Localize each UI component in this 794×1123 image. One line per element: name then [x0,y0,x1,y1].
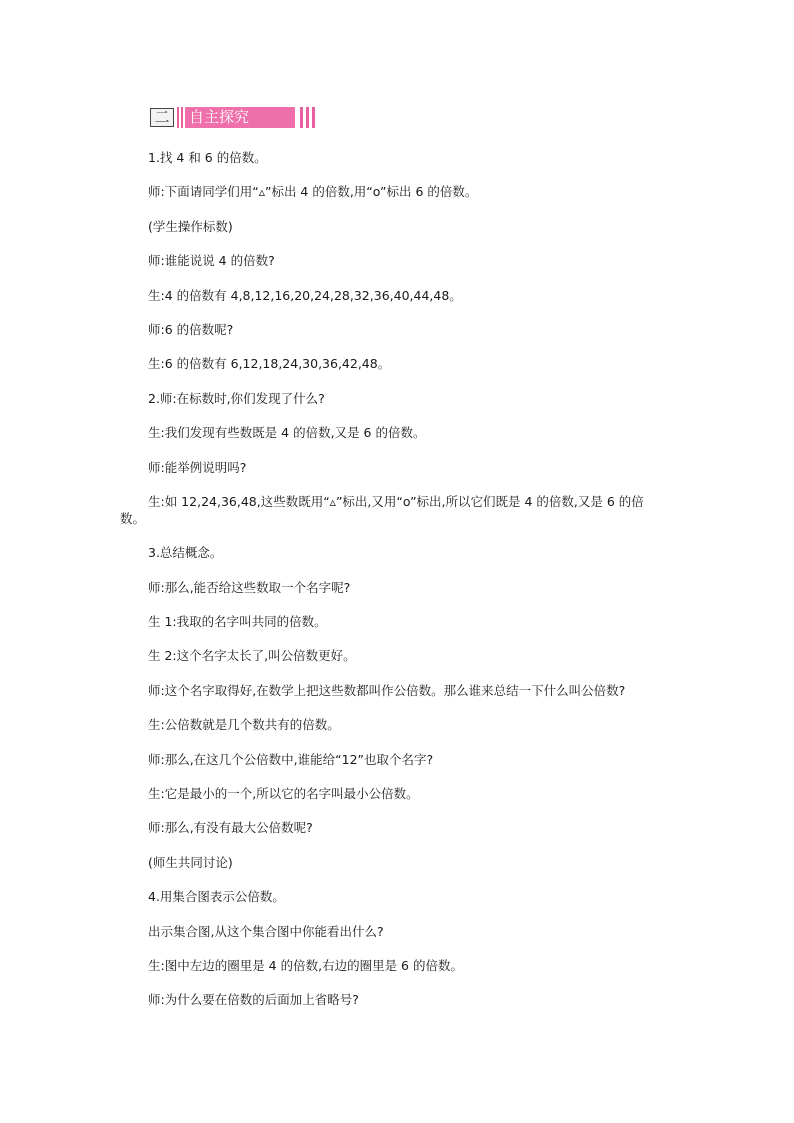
paragraph: 师:6 的倍数呢? [148,321,234,337]
paragraph: 1.找 4 和 6 的倍数。 [148,150,267,165]
decorative-bar [312,107,315,128]
paragraph: 生:图中左边的圈里是 4 的倍数,右边的圈里是 6 的倍数。 [148,957,463,973]
paragraph-wrapped [120,493,678,527]
paragraph-line: 生:如 12,24,36,48,这些数既用“▵”标出,又用“o”标出,所以它们既是 4 的倍数,又是 6 的倍 [148,493,644,509]
decorative-bars-left [177,107,185,128]
paragraph: (学生操作标数) [148,218,233,234]
paragraph: 师:为什么要在倍数的后面加上省略号? [148,992,359,1008]
paragraph: 生:4 的倍数有 4,8,12,16,20,24,28,32,36,40,44,48。 [148,287,462,303]
section-header [150,107,334,128]
decorative-bar [177,107,179,128]
paragraph: 出示集合图,从这个集合图中你能看出什么? [148,923,384,939]
paragraph: 生:公倍数就是几个数共有的倍数。 [148,717,340,733]
paragraph: 4.用集合图表示公倍数。 [148,889,285,905]
paragraph: 师:下面请同学们用“▵”标出 4 的倍数,用“o”标出 6 的倍数。 [148,184,478,200]
section-title: 自主探究 [185,107,295,128]
paragraph: 师:那么,能否给这些数取一个名字呢? [148,579,351,595]
paragraph: 师:谁能说说 4 的倍数? [148,253,275,269]
decorative-bar [181,107,183,128]
paragraph: 生:我们发现有些数既是 4 的倍数,又是 6 的倍数。 [148,425,426,441]
paragraph: 生 1:我取的名字叫共同的倍数。 [148,614,327,630]
section-number: 二 [150,108,174,127]
paragraph: 师:这个名字取得好,在数学上把这些数都叫作公倍数。那么谁来总结一下什么叫公倍数? [148,682,626,698]
paragraph: 师:那么,有没有最大公倍数呢? [148,820,313,836]
paragraph: 生:6 的倍数有 6,12,18,24,30,36,42,48。 [148,356,391,372]
decorative-bar [306,107,309,128]
paragraph: (师生共同讨论) [148,854,233,870]
lesson-body [120,149,678,1026]
paragraph: 生 2:这个名字太长了,叫公倍数更好。 [148,648,356,664]
paragraph: 师:能举例说明吗? [148,459,247,475]
paragraph: 3.总结概念。 [148,545,223,561]
paragraph: 2.师:在标数时,你们发现了什么? [148,390,325,406]
decorative-bar [300,107,303,128]
paragraph: 师:那么,在这几个公倍数中,谁能给“12”也取个名字? [148,751,434,767]
paragraph-line: 数。 [120,510,146,526]
decorative-bars-right [300,107,318,128]
paragraph: 生:它是最小的一个,所以它的名字叫最小公倍数。 [148,786,419,802]
